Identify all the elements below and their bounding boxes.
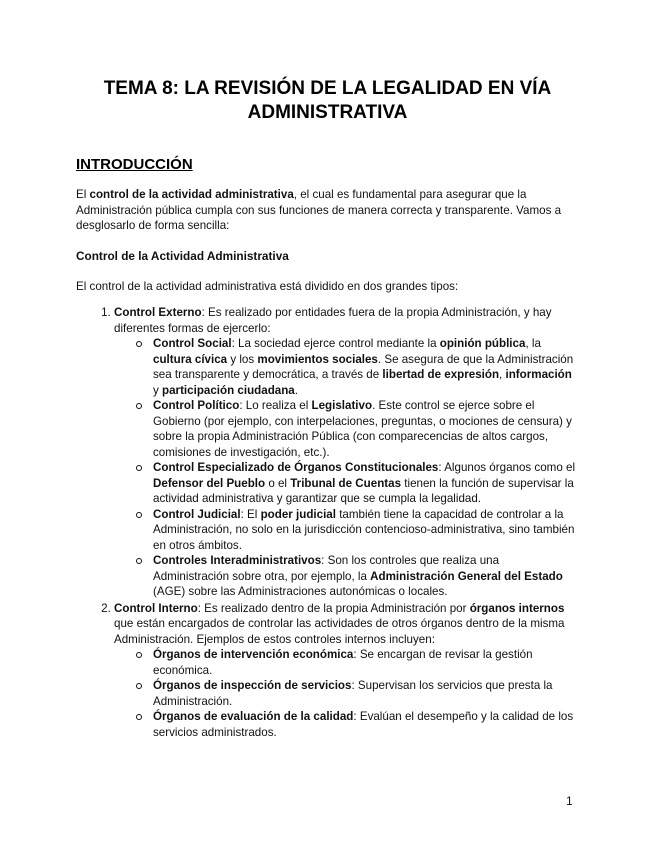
- list-item-control-judicial: [153, 507, 576, 554]
- bold-text: participación ciudadana: [162, 383, 295, 397]
- text: . Este control se ejerce sobre el Gobierno (por ejemplo, con interpelaciones, preguntas, o mociones de censura) y sobre la propia Administración Pública (con comparecencias de altos cargos, comisiones de investigación, etc.).: [153, 399, 572, 459]
- list-item-controles-interadministrativos: [153, 553, 576, 600]
- bold-text: poder judicial: [260, 507, 336, 521]
- text: : Lo realiza el: [239, 399, 312, 412]
- text: : Es realizado dentro de la propia Administración por: [197, 601, 470, 615]
- bold-text: información: [505, 368, 572, 381]
- label-control-social: Control Social: [153, 337, 232, 350]
- text: : La sociedad ejerce control mediante la: [231, 337, 440, 350]
- list-item-control-especializado: [153, 460, 576, 507]
- label-control-interno: Control Interno: [114, 601, 198, 615]
- text: : Algunos órganos como el: [438, 461, 576, 474]
- text: que están encargados de controlar las actividades de otros órganos dentro de la misma Administración. Ejemplos de estos controles internos incluyen:: [114, 617, 565, 646]
- control-types-list: [76, 305, 576, 740]
- bold-text: libertad de expresión: [382, 368, 500, 381]
- bold-text: Tribunal de Cuentas: [290, 476, 402, 490]
- text: también tiene la capacidad de controlar a la Administración, no solo en la jurisdicción contencioso-administrativa, sino también en otros ámbitos.: [153, 507, 575, 552]
- text: . Se asegura de que la Administración sea transparente y democrática, a través de: [153, 352, 574, 381]
- label-control-especializado: Control Especializado de Órganos Constitucionales: [153, 461, 439, 474]
- intro-bold-1: control de la actividad administrativa: [89, 188, 294, 201]
- label-control-judicial: Control Judicial: [153, 507, 241, 521]
- intro-paragraph: [76, 187, 576, 234]
- list-item-control-politico: [153, 398, 576, 460]
- bold-text: Defensor del Pueblo: [153, 476, 266, 490]
- external-controls-list: [114, 336, 576, 600]
- subheading: Control de la Actividad Administrativa: [76, 249, 289, 263]
- text: : Son los controles que realiza una Administración sobre otra, por ejemplo, la: [153, 554, 500, 583]
- text: o el: [265, 476, 291, 490]
- text: tienen la función de supervisar la actividad administrativa y garantizar que se cumpla la legalidad.: [153, 476, 574, 505]
- bold-text: cultura cívica: [153, 352, 228, 366]
- list-item-control-externo: [114, 305, 576, 600]
- intro-text-2: , el cual es fundamental para asegurar que la Administración pública cumpla con sus funciones de manera correcta y transparente. Vamos a desglosarlo de forma sencilla:: [76, 188, 562, 232]
- bold-text: Administración General del Estado: [370, 569, 563, 583]
- list-item-control-interno: [114, 601, 576, 741]
- text: ,: [499, 368, 506, 381]
- bold-text: Legislativo: [311, 399, 373, 412]
- intro-text-1: El: [76, 188, 90, 201]
- list-item-evaluacion-calidad: [153, 709, 576, 740]
- label-intervencion-economica: Órganos de intervención económica: [153, 648, 354, 661]
- list-item-control-social: [153, 336, 576, 398]
- label-evaluacion-calidad: Órganos de evaluación de la calidad: [153, 710, 354, 723]
- text: y los: [227, 352, 258, 366]
- bold-text: opinión pública: [439, 337, 526, 350]
- list-item-intervencion-economica: [153, 647, 576, 678]
- text: : El: [240, 507, 261, 521]
- text: , la: [525, 337, 541, 350]
- text: .: [294, 383, 298, 397]
- text: (AGE) sobre las Administraciones autonómicas o locales.: [153, 585, 448, 598]
- text: y: [153, 383, 163, 397]
- internal-controls-list: [114, 647, 576, 740]
- bold-text: órganos internos: [469, 601, 565, 615]
- label-control-externo: Control Externo: [114, 306, 202, 319]
- bold-text: movimientos sociales: [257, 352, 378, 366]
- text: : Supervisan los servicios que presta la Administración.: [153, 679, 553, 708]
- lead-paragraph: El control de la actividad administrativa está dividido en dos grandes tipos:: [76, 280, 459, 293]
- label-controles-interadministrativos: Controles Interadministrativos: [153, 554, 322, 567]
- document-title: TEMA 8: LA REVISIÓN DE LA LEGALIDAD EN VÍA ADMINISTRATIVA: [103, 78, 552, 123]
- label-control-politico: Control Político: [153, 399, 240, 412]
- list-item-inspeccion-servicios: [153, 678, 576, 709]
- text: : Evalúan el desempeño y la calidad de los servicios administrados.: [153, 710, 574, 739]
- text: : Se encargan de revisar la gestión económica.: [153, 648, 533, 677]
- label-inspeccion-servicios: Órganos de inspección de servicios: [153, 679, 352, 692]
- section-heading-introduccion: INTRODUCCIÓN: [76, 156, 193, 173]
- page-number: 1: [566, 794, 573, 808]
- text-control-externo: : Es realizado por entidades fuera de la propia Administración, y hay diferentes formas de ejercerlo:: [114, 306, 552, 335]
